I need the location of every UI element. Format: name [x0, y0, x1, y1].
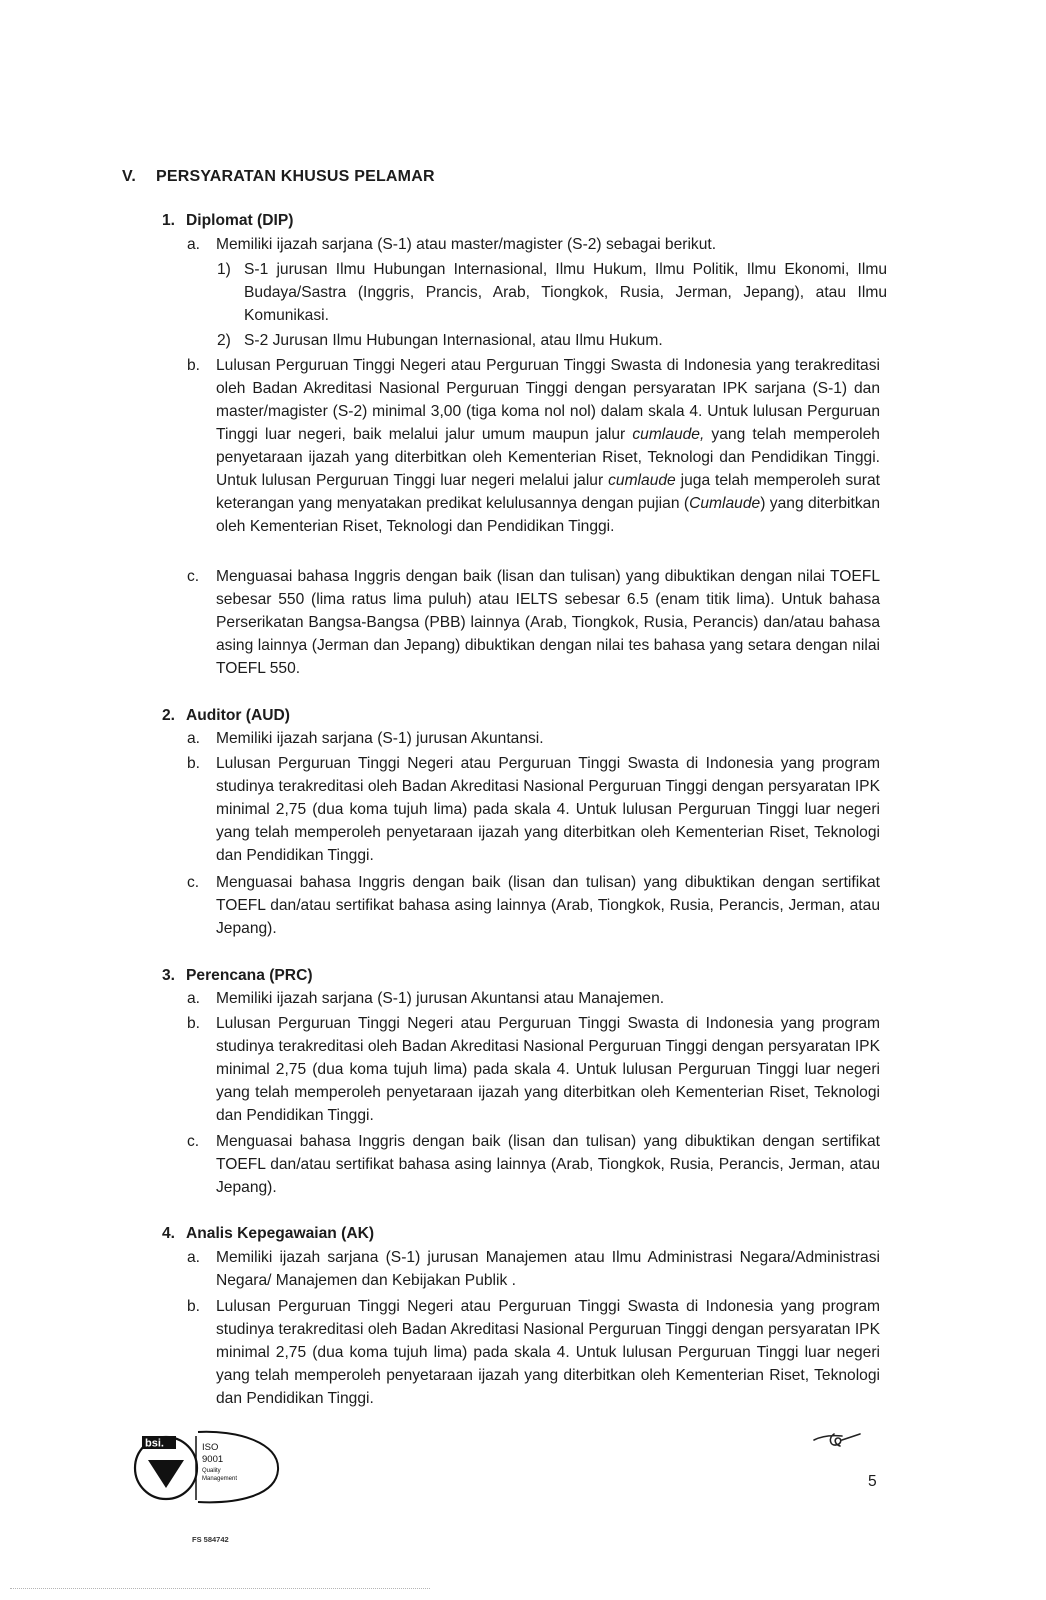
- requirement-text: Menguasai bahasa Inggris dengan baik (lisan dan tulisan) yang dibuktikan dengan sertifikat TOEFL dan/atau sertifikat bahasa asing lainnya (Arab, Tiongkok, Rusia, Perancis, Jerman, atau Jepang).: [216, 1133, 880, 1196]
- requirement-text: Menguasai bahasa Inggris dengan baik (lisan dan tulisan) yang dibuktikan dengan sertifikat TOEFL dan/atau sertifikat bahasa asing lainnya (Arab, Tiongkok, Rusia, Perancis, Jerman, atau Jepang).: [216, 874, 880, 937]
- paraf-signature-icon: [812, 1430, 862, 1452]
- requirement-text: Lulusan Perguruan Tinggi Negeri atau Perguruan Tinggi Swasta di Indonesia yang terakreditasi oleh Badan Akreditasi Nasional Perguruan Tinggi dengan persyaratan IPK sarjana (S-1) dan master/magister (S-2) minimal 3,00 (tiga koma nol nol) dalam skala 4. Untuk lulusan Perguruan Tinggi luar negeri, baik melalui jalur umum maupun jalur cumlaude, yang telah memperoleh penyetaraan ijazah yang diterbitkan oleh Kementerian Riset, Teknologi dan Pendidikan Tinggi. Untuk lulusan Perguruan Tinggi luar negeri melalui jalur cumlaude juga telah memperoleh surat keterangan yang menyatakan predikat kelulusannya dengan pujian (Cumlaude) yang diterbitkan oleh Kementerian Riset, Teknologi dan Pendidikan Tinggi.: [216, 357, 880, 535]
- svg-text:9001: 9001: [202, 1454, 224, 1465]
- page-number: 5: [868, 1473, 877, 1490]
- svg-text:Management: Management: [202, 1476, 238, 1482]
- position-heading-diplomat: 1. Diplomat (DIP): [162, 212, 294, 229]
- requirement-text: Lulusan Perguruan Tinggi Negeri atau Perguruan Tinggi Swasta di Indonesia yang program studinya terakreditasi oleh Badan Akreditasi Nasional Perguruan Tinggi dengan persyaratan IPK minimal 2,75 (dua koma tujuh lima) pada skala 4. Untuk lulusan Perguruan Tinggi luar negeri yang telah memperoleh penyetaraan ijazah yang diterbitkan oleh Kementerian Riset, Teknologi dan Pendidikan Tinggi.: [216, 1015, 880, 1124]
- position-heading-analis-kepegawaian: 4. Analis Kepegawaian (AK): [162, 1225, 375, 1242]
- svg-text:Quality: Quality: [202, 1468, 221, 1474]
- bsi-iso-9001-certification-logo: [128, 1422, 288, 1540]
- position-heading-perencana: 3. Perencana (PRC): [162, 967, 313, 984]
- section-heading: [122, 165, 435, 188]
- requirement-text: Memiliki ijazah sarjana (S-1) jurusan Akuntansi atau Manajemen.: [216, 990, 665, 1007]
- position-heading-auditor: 2. Auditor (AUD): [162, 707, 290, 724]
- section-title: PERSYARATAN KHUSUS PELAMAR: [156, 168, 435, 185]
- requirement-subtext: S-1 jurusan Ilmu Hubungan Internasional, Ilmu Hukum, Ilmu Politik, Ilmu Ekonomi, Ilmu Budaya/Sastra (Inggris, Prancis, Arab, Tiongkok, Rusia, Jerman, Jepang), atau Ilmu Komunikasi.: [244, 261, 887, 324]
- requirement-text: Lulusan Perguruan Tinggi Negeri atau Perguruan Tinggi Swasta di Indonesia yang program studinya terakreditasi oleh Badan Akreditasi Nasional Perguruan Tinggi dengan persyaratan IPK minimal 2,75 (dua koma tujuh lima) pada skala 4. Untuk lulusan Perguruan Tinggi luar negeri yang telah memperoleh penyetaraan ijazah yang diterbitkan oleh Kementerian Riset, Teknologi dan Pendidikan Tinggi.: [216, 755, 880, 864]
- svg-text:bsi.: bsi.: [145, 1437, 164, 1450]
- requirement-text: Memiliki ijazah sarjana (S-1) jurusan Manajemen atau Ilmu Administrasi Negara/Administrasi Negara/ Manajemen dan Kebijakan Publik .: [216, 1249, 880, 1289]
- requirement-subtext: S-2 Jurusan Ilmu Hubungan Internasional, atau Ilmu Hukum.: [244, 332, 663, 349]
- requirement-text: Memiliki ijazah sarjana (S-1) atau master/magister (S-2) sebagai berikut.: [216, 236, 717, 253]
- certificate-code: FS 584742: [192, 1535, 229, 1544]
- section-number: V.: [122, 168, 137, 185]
- svg-text:ISO: ISO: [202, 1442, 219, 1453]
- requirement-text: Lulusan Perguruan Tinggi Negeri atau Perguruan Tinggi Swasta di Indonesia yang program studinya terakreditasi oleh Badan Akreditasi Nasional Perguruan Tinggi dengan persyaratan IPK minimal 2,75 (dua koma tujuh lima) pada skala 4. Untuk lulusan Perguruan Tinggi luar negeri yang telah memperoleh penyetaraan ijazah yang diterbitkan oleh Kementerian Riset, Teknologi dan Pendidikan Tinggi.: [216, 1298, 880, 1407]
- scan-edge-line: [10, 1588, 430, 1589]
- document-page: V. PERSYARATAN KHUSUS PELAMAR 1. Diplomat (DIP) a. Memiliki ijazah sarjana (S-1) atau master/magister (S-2) sebagai berikut. 1) S-1 jurusan Ilmu Hubungan Internasional, Ilmu Hukum, Ilmu Politik, Ilmu Ekonomi, Ilmu Budaya/Sastra (Inggris, Prancis, Arab, Tiongkok, Rusia, Jerman, Jepang), atau Ilmu Komunikasi. 2) S-2 Jurusan Ilmu Hubungan Internasional, atau Ilmu Hukum. b. Lulusan Perguruan Tinggi Negeri atau Perguruan Tinggi Swasta di Indonesia yang terakreditasi oleh Badan Akreditasi Nasional Perguruan Tinggi dengan persyaratan IPK sarjana (S-1) dan master/magister (S-2) minimal 3,00 (tiga koma nol nol) dalam skala 4. Untuk lulusan Perguruan Tinggi luar negeri, baik melalui jalur umum maupun jalur cumlaude, yang telah memperoleh penyetaraan ijazah yang diterbitkan oleh Kementerian Riset, Teknologi dan Pendidikan Tinggi. Untuk lulusan Perguruan Tinggi luar negeri melalui jalur cumlaude juga telah memperoleh surat keterangan yang menyatakan predikat kelulusannya dengan pujian (Cumlaude) yang diterbitkan oleh Kementerian Riset, Teknologi dan Pendidikan Tinggi. c. Menguasai bahasa Inggris dengan baik (lisan dan tulisan) yang dibuktikan dengan nilai TOEFL sebesar 550 (lima ratus lima puluh) atau IELTS sebesar 6.5 (enam titik lima). Untuk bahasa Perserikatan Bangsa-Bangsa (PBB) lainnya (Arab, Tiongkok, Rusia, Perancis) dan/atau bahasa asing lainnya (Jerman dan Jepang) dibuktikan dengan nilai tes bahasa yang setara dengan nilai TOEFL 550. 2. Auditor (AUD) a. Memiliki ijazah sarjana (S-1) jurusan Akuntansi. b. Lulusan Perguruan Tinggi Negeri atau Perguruan Tinggi Swasta di Indonesia yang program studinya terakreditasi oleh Badan Akreditasi Nasional Perguruan Tinggi dengan persyaratan IPK minimal 2,75 (dua koma tujuh lima) pada skala 4. Untuk lulusan Perguruan Tinggi luar negeri yang telah memperoleh penyetaraan ijazah yang diterbitkan oleh Kementerian Riset, Teknologi dan Pendidikan Tinggi. c. Menguasai bahasa Inggris dengan baik (lisan dan tulisan) yang dibuktikan dengan sertifikat TOEFL dan/atau sertifikat bahasa asing lainnya (Arab, Tiongkok, Rusia, Perancis, Jerman, atau Jepang). 3. Perencana (PRC) a. Memiliki ijazah sarjana (S-1) jurusan Akuntansi atau Manajemen. b. Lulusan Perguruan Tinggi Negeri atau Perguruan Tinggi Swasta di Indonesia yang program studinya terakreditasi oleh Badan Akreditasi Nasional Perguruan Tinggi dengan persyaratan IPK minimal 2,75 (dua koma tujuh lima) pada skala 4. Untuk lulusan Perguruan Tinggi luar negeri yang telah memperoleh penyetaraan ijazah yang diterbitkan oleh Kementerian Riset, Teknologi dan Pendidikan Tinggi. c. Menguasai bahasa Inggris dengan baik (lisan dan tulisan) yang dibuktikan dengan sertifikat TOEFL dan/atau sertifikat bahasa asing lainnya (Arab, Tiongkok, Rusia, Perancis, Jerman, atau Jepang). 4. Analis Kepegawaian (AK) a. Memiliki ijazah sarjana (S-1) jurusan Manajemen atau Ilmu Administrasi Negara/Administrasi Negara/ Manajemen dan Kebijakan Publik . b. Lulusan Perguruan Tinggi Negeri atau Perguruan Tinggi Swasta di Indonesia yang program studinya terakreditasi oleh Badan Akreditasi Nasional Perguruan Tinggi dengan persyaratan IPK minimal 2,75 (dua koma tujuh lima) pada skala 4. Untuk lulusan Perguruan Tinggi luar negeri yang telah memperoleh penyetaraan ijazah yang diterbitkan oleh Kementerian Riset, Teknologi dan Pendidikan Tinggi. bsi. ISO 9001 Quality Management FS 584742 5: [0, 0, 1046, 1600]
- requirement-text: Memiliki ijazah sarjana (S-1) jurusan Akuntansi.: [216, 730, 544, 747]
- requirement-text: Menguasai bahasa Inggris dengan baik (lisan dan tulisan) yang dibuktikan dengan nilai TOEFL sebesar 550 (lima ratus lima puluh) atau IELTS sebesar 6.5 (enam titik lima). Untuk bahasa Perserikatan Bangsa-Bangsa (PBB) lainnya (Arab, Tiongkok, Rusia, Perancis) dan/atau bahasa asing lainnya (Jerman dan Jepang) dibuktikan dengan nilai tes bahasa yang setara dengan nilai TOEFL 550.: [216, 568, 880, 677]
